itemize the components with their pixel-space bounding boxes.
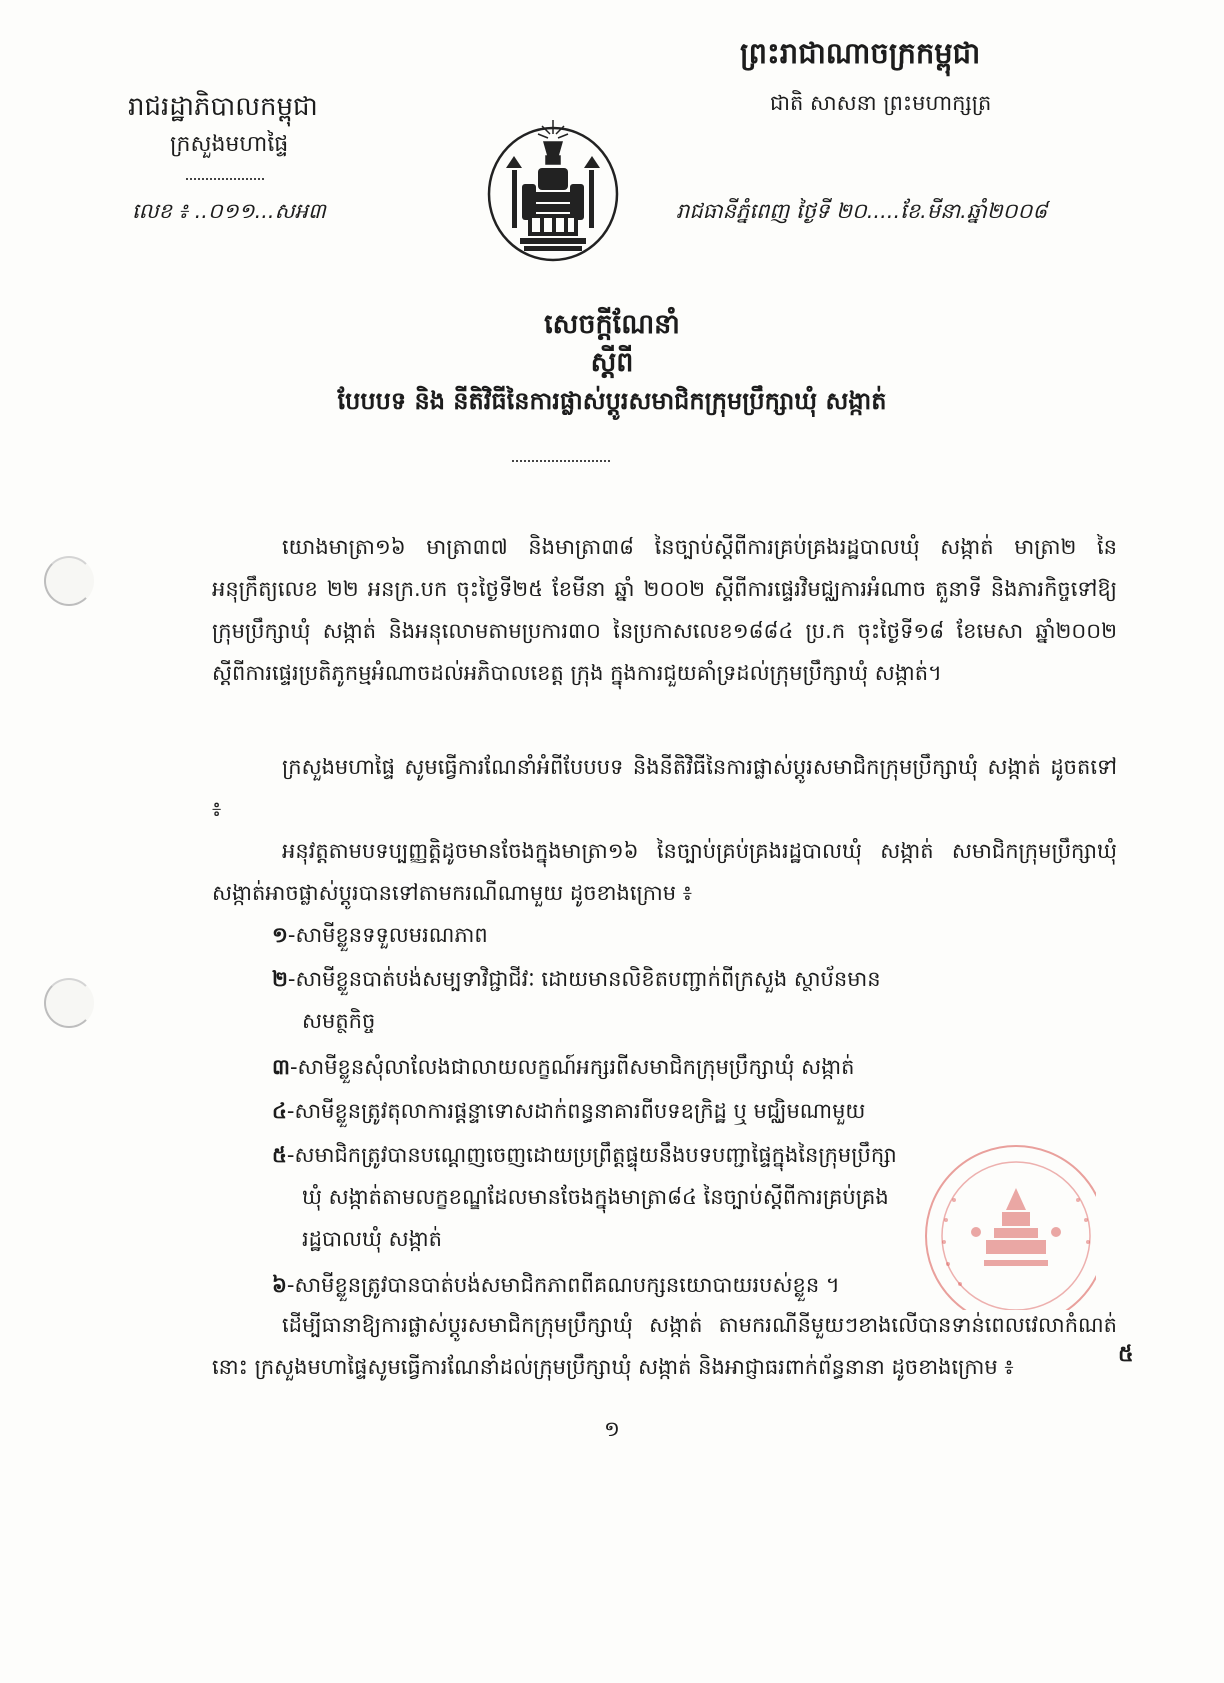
list-item-text: -សមាជិកត្រូវបានបណ្តេញចេញដោយប្រព្រឹត្តផ្ទុយនឹងបទបញ្ជាផ្ទៃក្នុងនៃក្រុមប្រឹក្សា — [286, 1143, 897, 1167]
document-subtitle-about: ស្តីពី — [590, 347, 634, 378]
document-title: សេចក្តីណែនាំ — [544, 309, 680, 340]
guidance-paragraph: ដើម្បីធានាឱ្យការផ្លាស់ប្តូរសមាជិកក្រុមប្រឹក្សាឃុំ សង្កាត់ តាមករណីនីមួយៗខាងលើបានទាន់ពេលវេលាកំណត់នោះ ក្រសួងមហាផ្ទៃសូមធ្វើការណែនាំដល់ក្រុមប្រឹក្សាឃុំ សង្កាត់ និងអាជ្ញាធរពាក់ព័ន្ធនានា ដូចខាងក្រោម ៖ — [212, 1313, 1117, 1379]
list-item-number: ៥ — [272, 1143, 287, 1167]
cases-intro-paragraph: អនុវត្តតាមបទប្បញ្ញត្តិដូចមានចែងក្នុងមាត្រា១៦ នៃច្បាប់គ្រប់គ្រងរដ្ឋបាលឃុំ សង្កាត់ សមាជិកក្រុមប្រឹក្សាឃុំ សង្កាត់អាចផ្លាស់ប្តូរបានទៅតាមករណីណាមួយ ដូចខាងក្រោម ៖ — [212, 839, 1117, 905]
kingdom-heading: ព្រះរាជាណាចក្រកម្ពុជា — [740, 36, 981, 70]
intro-paragraph: ក្រសួងមហាផ្ទៃ សូមធ្វើការណែនាំអំពីបែបបទ និងនីតិវិធីនៃការផ្លាស់ប្តូរសមាជិកក្រុមប្រឹក្សាឃុំ សង្កាត់ ដូចតទៅ ៖ — [212, 755, 1117, 821]
list-item-4 — [272, 1090, 865, 1132]
list-item-text: -សាមីខ្លួនត្រូវបានបាត់បង់សមាជិកភាពពីគណបក្សនយោបាយរបស់ខ្លួន ។ — [286, 1273, 840, 1297]
title-ornament — [512, 460, 610, 462]
government-heading: រាជរដ្ឋាភិបាលកម្ពុជា — [128, 92, 318, 122]
list-item-text: -សាមីខ្លួនទទួលមរណភាព — [287, 923, 488, 947]
national-motto: ជាតិ សាសនា ព្រះមហាក្សត្រ — [770, 91, 992, 115]
list-item-number: ៤ — [272, 1099, 287, 1123]
place-and-date: រាជធានីភ្នំពេញ ថ្ងៃទី ២០.....ខែ.មីនា.ឆ្នាំ២០០៨ — [676, 199, 1048, 223]
page-number: ១ — [604, 1417, 620, 1441]
seal-stamp-icon — [906, 1140, 1096, 1310]
list-item-6 — [272, 1264, 840, 1306]
list-item-2 — [272, 958, 881, 1000]
list-item-text: -សាមីខ្លួនត្រូវតុលាការផ្តន្ទាទោសដាក់ពន្ធនាគារពីបទឧក្រិដ្ឋ ឬ មជ្ឈិមណាមួយ — [286, 1099, 866, 1123]
list-item-number: ៣ — [272, 1055, 290, 1079]
corner-mark: ៥ — [1118, 1342, 1134, 1367]
document-subject: បែបបទ និង នីតិវិធីនៃការផ្លាស់ប្តូរសមាជិកក្រុមប្រឹក្សាឃុំ សង្កាត់ — [337, 387, 887, 415]
list-item-5-continuation-1: ឃុំ សង្កាត់តាមលក្ខខណ្ឌដែលមានចែងក្នុងមាត្រា៨៤ នៃច្បាប់ស្តីពីការគ្រប់គ្រង — [302, 1185, 889, 1209]
official-seal-stamp — [906, 1140, 1096, 1314]
list-item-text: -សាមីខ្លួនបាត់បង់សម្បទាវិជ្ជាជីវៈ ដោយមានលិខិតបញ្ជាក់ពីក្រសួង ស្ថាប័នមាន — [287, 967, 881, 991]
left-header-ornament — [186, 178, 264, 180]
punch-hole-bottom — [44, 978, 94, 1028]
list-item-2-continuation: សមត្ថកិច្ច — [302, 1009, 376, 1033]
ministry-heading: ក្រសួងមហាផ្ទៃ — [170, 132, 289, 157]
list-item-number: ១ — [272, 923, 288, 947]
list-item-5 — [272, 1134, 897, 1176]
reference-number: លេខ ៖ ..០១១...សអ៣ — [132, 199, 326, 223]
royal-emblem — [484, 112, 622, 268]
list-item-5-continuation-2: រដ្ឋបាលឃុំ សង្កាត់ — [302, 1227, 442, 1251]
list-item-text: -សាមីខ្លួនសុំលាលែងជាលាយលក្ខណ៍អក្សរពីសមាជិកក្រុមប្រឹក្សាឃុំ សង្កាត់ — [289, 1055, 855, 1079]
list-item-number: ៦ — [272, 1273, 287, 1297]
royal-emblem-icon — [484, 112, 622, 264]
list-item-3 — [272, 1046, 854, 1088]
list-item-1 — [272, 914, 488, 956]
punch-hole-top — [44, 556, 94, 606]
list-item-number: ២ — [272, 967, 288, 991]
preamble-paragraph: យោងមាត្រា១៦ មាត្រា៣៧ និងមាត្រា៣៨ នៃច្បាប់ស្តីពីការគ្រប់គ្រងរដ្ឋបាលឃុំ សង្កាត់ មាត្រា២ នៃអនុក្រឹត្យលេខ ២២ អនក្រ.បក ចុះថ្ងៃទី២៥ ខែមីនា ឆ្នាំ ២០០២ ស្តីពីការផ្ទេរវិមជ្ឈការអំណាច តួនាទី និងភារកិច្ចទៅឱ្យក្រុមប្រឹក្សាឃុំ សង្កាត់ និងអនុលោមតាមប្រការ៣០ នៃប្រកាសលេខ១៨៨៤ ប្រ.ក ចុះថ្ងៃទី១៨ ខែមេសា ឆ្នាំ២០០២ ស្តីពីការផ្ទេរប្រតិភូកម្មអំណាចដល់អភិបាលខេត្ត ក្រុង ក្នុងការជួយគាំទ្រដល់ក្រុមប្រឹក្សាឃុំ សង្កាត់។ — [212, 535, 1117, 685]
